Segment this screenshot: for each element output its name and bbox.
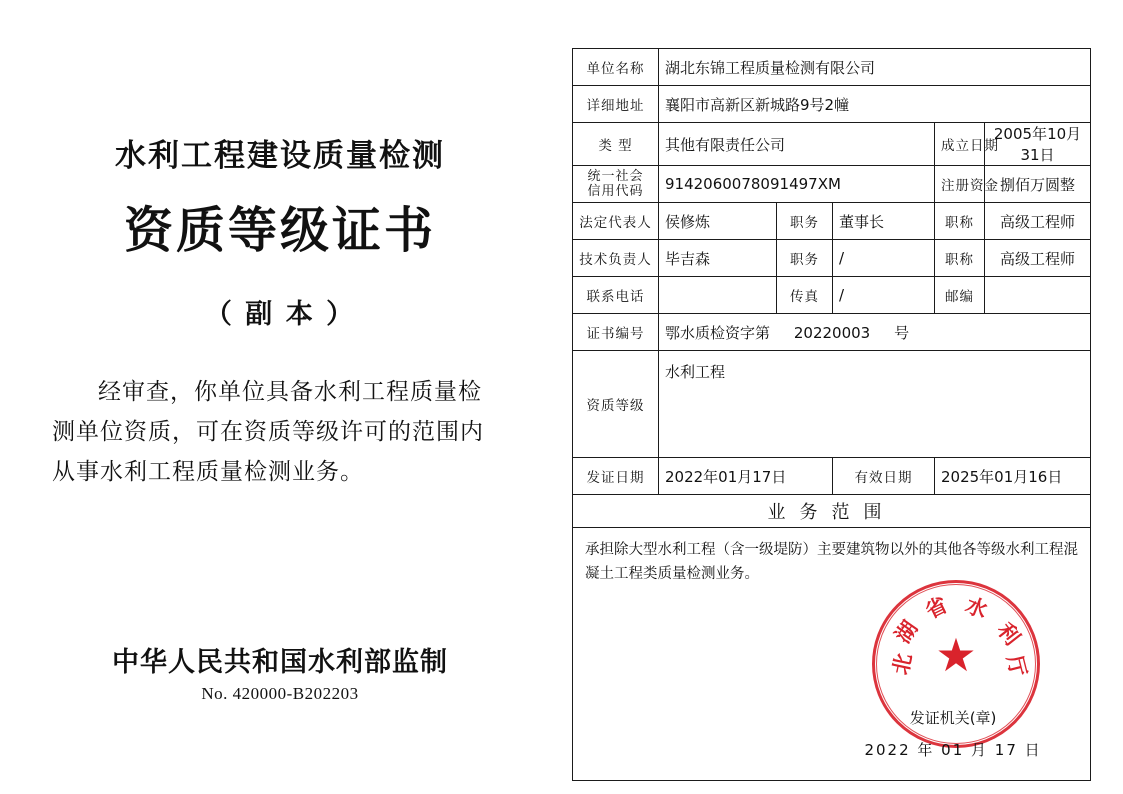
label-establish-date: 成立日期 [935,123,985,166]
issuing-authority-label: 发证机关(章) [909,709,997,727]
label-credit-code-line1: 统一社会 [587,169,644,184]
seal-char-5: 利 [992,617,1026,650]
seal-char-1: 湖 [889,615,923,648]
label-title-tech-lead: 职称 [935,240,985,277]
cert-no-prefix: 鄂水质检资字第 [665,323,771,342]
label-credit-code [573,166,659,203]
cert-no-suffix: 号 [894,323,910,342]
value-credit-code: 9142060078091497XM [659,166,935,203]
value-scope-text: 承担除大型水利工程（含一级堤防）主要建筑物以外的其他各等级水利工程混凝土工程类质量检测业务。 [585,542,1078,582]
table-row-credit-code [573,166,1091,203]
table-row-unit-name [573,49,1091,86]
certificate-issuer: 中华人民共和国水利部监制 [112,647,448,678]
label-valid-date: 有效日期 [833,458,935,495]
label-post-legal-rep: 职务 [777,203,833,240]
label-post-tech-lead: 职务 [777,240,833,277]
value-registered-capital: 捌佰万圆整 [985,166,1091,203]
seal-char-6: 厅 [1002,652,1032,680]
certificate-title-line1: 水利工程建设质量检测 [115,138,445,174]
label-fax: 传真 [777,277,833,314]
label-zipcode: 邮编 [935,277,985,314]
label-issue-date: 发证日期 [573,458,659,495]
label-credit-code-line2: 信用代码 [587,184,644,199]
table-row-cert-no [573,314,1091,351]
cert-no-number: 20220003 [793,323,871,342]
table-row-dates [573,458,1091,495]
value-title-tech-lead: 高级工程师 [985,240,1091,277]
table-row-address [573,86,1091,123]
certificate-body-text: 经审查，你单位具备水利工程质量检测单位资质，可在资质等级许可的范围内从事水利工程质量检测业务。 [52,379,484,485]
value-valid-date: 2025年01月16日 [935,458,1091,495]
table-row-scope-header [573,495,1091,528]
value-title-legal-rep: 高级工程师 [985,203,1091,240]
label-type: 类 型 [573,123,659,166]
value-unit-name: 湖北东锦工程质量检测有限公司 [659,49,1091,86]
certificate-info-table [572,48,1091,781]
table-row-tech-lead [573,240,1091,277]
label-registered-capital: 注册资金 [935,166,985,203]
value-address: 襄阳市高新区新城路9号2幢 [659,86,1091,123]
label-tech-lead: 技术负责人 [573,240,659,277]
table-row-scope-body [573,528,1091,781]
certificate-subtitle: （ 副 本 ） [204,299,356,330]
value-post-tech-lead: / [833,240,935,277]
seal-char-4: 水 [962,592,992,624]
certificate-serial-number: No. 420000-B202203 [201,684,359,703]
value-post-legal-rep: 董事长 [833,203,935,240]
seal-char-3: 省 [921,591,952,624]
label-title-legal-rep: 职称 [935,203,985,240]
label-legal-rep: 法定代表人 [573,203,659,240]
table-row-legal-rep [573,203,1091,240]
table-row-contact [573,277,1091,314]
value-qualification-level: 水利工程 [659,351,1091,458]
label-scope-header: 业务范围 [573,495,1091,528]
value-cert-no [659,314,1091,351]
label-qualification-level: 资质等级 [573,351,659,458]
table-row-qualification-level [573,351,1091,458]
label-unit-name: 单位名称 [573,49,659,86]
label-phone: 联系电话 [573,277,659,314]
star-icon: ★ [935,628,977,682]
value-tech-lead: 毕吉森 [659,240,777,277]
value-issue-date: 2022年01月17日 [659,458,833,495]
value-phone [659,277,777,314]
value-zipcode [985,277,1091,314]
certificate-left-panel [0,0,560,794]
value-type: 其他有限责任公司 [659,123,935,166]
value-establish-date: 2005年10月31日 [985,123,1091,166]
label-address: 详细地址 [573,86,659,123]
table-row-type [573,123,1091,166]
label-cert-no: 证书编号 [573,314,659,351]
seal-char-2: 北 [887,651,917,677]
official-seal-area [820,580,1080,770]
value-fax: / [833,277,935,314]
scope-cell [573,528,1091,781]
value-legal-rep: 侯修炼 [659,203,777,240]
certificate-title-line2: 资质等级证书 [123,201,436,259]
seal-issue-date: 2022 年 01 月 17 日 [864,741,1042,759]
